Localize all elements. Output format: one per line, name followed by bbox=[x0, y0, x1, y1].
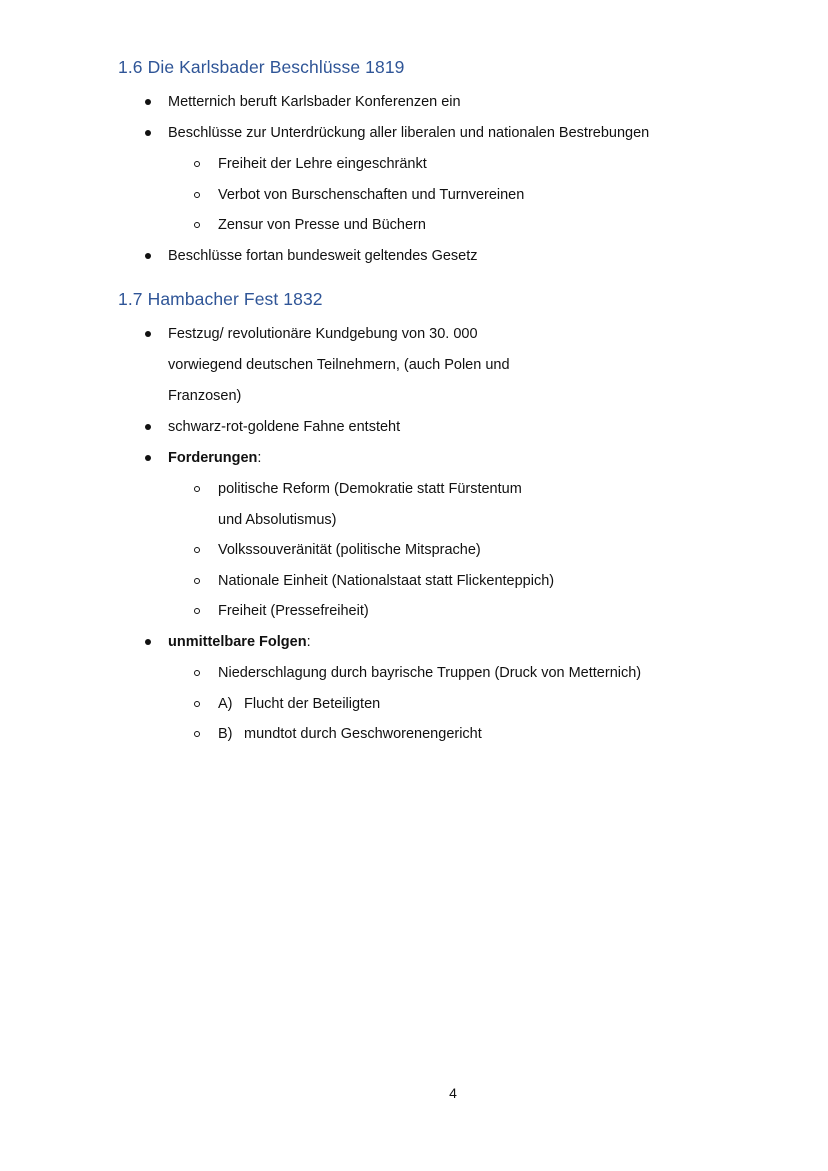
bullet-icon bbox=[145, 455, 151, 461]
section-heading-hambacher-fest: 1.7 Hambacher Fest 1832 bbox=[118, 289, 323, 309]
list-item: Beschlüsse zur Unterdrückung aller liberalen und nationalen Bestrebungen bbox=[168, 125, 650, 141]
bullet-icon bbox=[145, 424, 151, 430]
list-item-forderungen bbox=[168, 449, 261, 467]
circle-bullet-icon bbox=[194, 701, 200, 707]
list-item-continuation: Franzosen) bbox=[168, 388, 242, 404]
bullet-icon bbox=[145, 253, 151, 259]
folgen-label: unmittelbare Folgen bbox=[168, 634, 307, 650]
sub-list-item: Freiheit (Pressefreiheit) bbox=[218, 603, 369, 619]
item-text: mundtot durch Geschworenengericht bbox=[244, 726, 482, 742]
list-item: schwarz-rot-goldene Fahne entsteht bbox=[168, 419, 401, 435]
sub-list-item: Nationale Einheit (Nationalstaat statt Flickenteppich) bbox=[218, 573, 555, 589]
item-text: Flucht der Beteiligten bbox=[244, 696, 381, 712]
circle-bullet-icon bbox=[194, 608, 200, 614]
circle-bullet-icon bbox=[194, 731, 200, 737]
sub-list-item bbox=[218, 695, 380, 713]
sub-list-item: Verbot von Burschenschaften und Turnvereinen bbox=[218, 187, 525, 203]
forderungen-label: Forderungen bbox=[168, 450, 258, 466]
bullet-icon bbox=[145, 639, 151, 645]
page-number: 4 bbox=[449, 1085, 457, 1101]
sub-list-item: Zensur von Presse und Büchern bbox=[218, 217, 426, 233]
sub-list-item: Freiheit der Lehre eingeschränkt bbox=[218, 156, 427, 172]
sub-list-item bbox=[218, 725, 482, 743]
folgen-colon: : bbox=[306, 634, 311, 650]
list-item-folgen bbox=[168, 633, 311, 651]
item-marker: B) bbox=[218, 726, 233, 742]
bullet-icon bbox=[145, 331, 151, 337]
list-item-continuation: vorwiegend deutschen Teilnehmern, (auch Polen und bbox=[168, 357, 510, 373]
section-heading-karlsbader-beschluesse: 1.6 Die Karlsbader Beschlüsse 1819 bbox=[118, 57, 405, 77]
list-item: Festzug/ revolutionäre Kundgebung von 30. 000 bbox=[168, 326, 478, 342]
circle-bullet-icon bbox=[194, 192, 200, 198]
bullet-icon bbox=[145, 99, 151, 105]
sub-list-item: Niederschlagung durch bayrische Truppen (Druck von Metternich) bbox=[218, 665, 642, 681]
list-item: Metternich beruft Karlsbader Konferenzen ein bbox=[168, 94, 461, 110]
list-item: Beschlüsse fortan bundesweit geltendes Gesetz bbox=[168, 248, 478, 264]
circle-bullet-icon bbox=[194, 486, 200, 492]
sub-list-item: politische Reform (Demokratie statt Fürstentum bbox=[218, 481, 522, 497]
circle-bullet-icon bbox=[194, 670, 200, 676]
circle-bullet-icon bbox=[194, 222, 200, 228]
sub-list-item-continuation: und Absolutismus) bbox=[218, 512, 337, 528]
item-marker: A) bbox=[218, 696, 233, 712]
bullet-icon bbox=[145, 130, 151, 136]
sub-list-item: Volkssouveränität (politische Mitsprache) bbox=[218, 542, 481, 558]
forderungen-colon: : bbox=[257, 450, 262, 466]
circle-bullet-icon bbox=[194, 578, 200, 584]
circle-bullet-icon bbox=[194, 161, 200, 167]
circle-bullet-icon bbox=[194, 547, 200, 553]
